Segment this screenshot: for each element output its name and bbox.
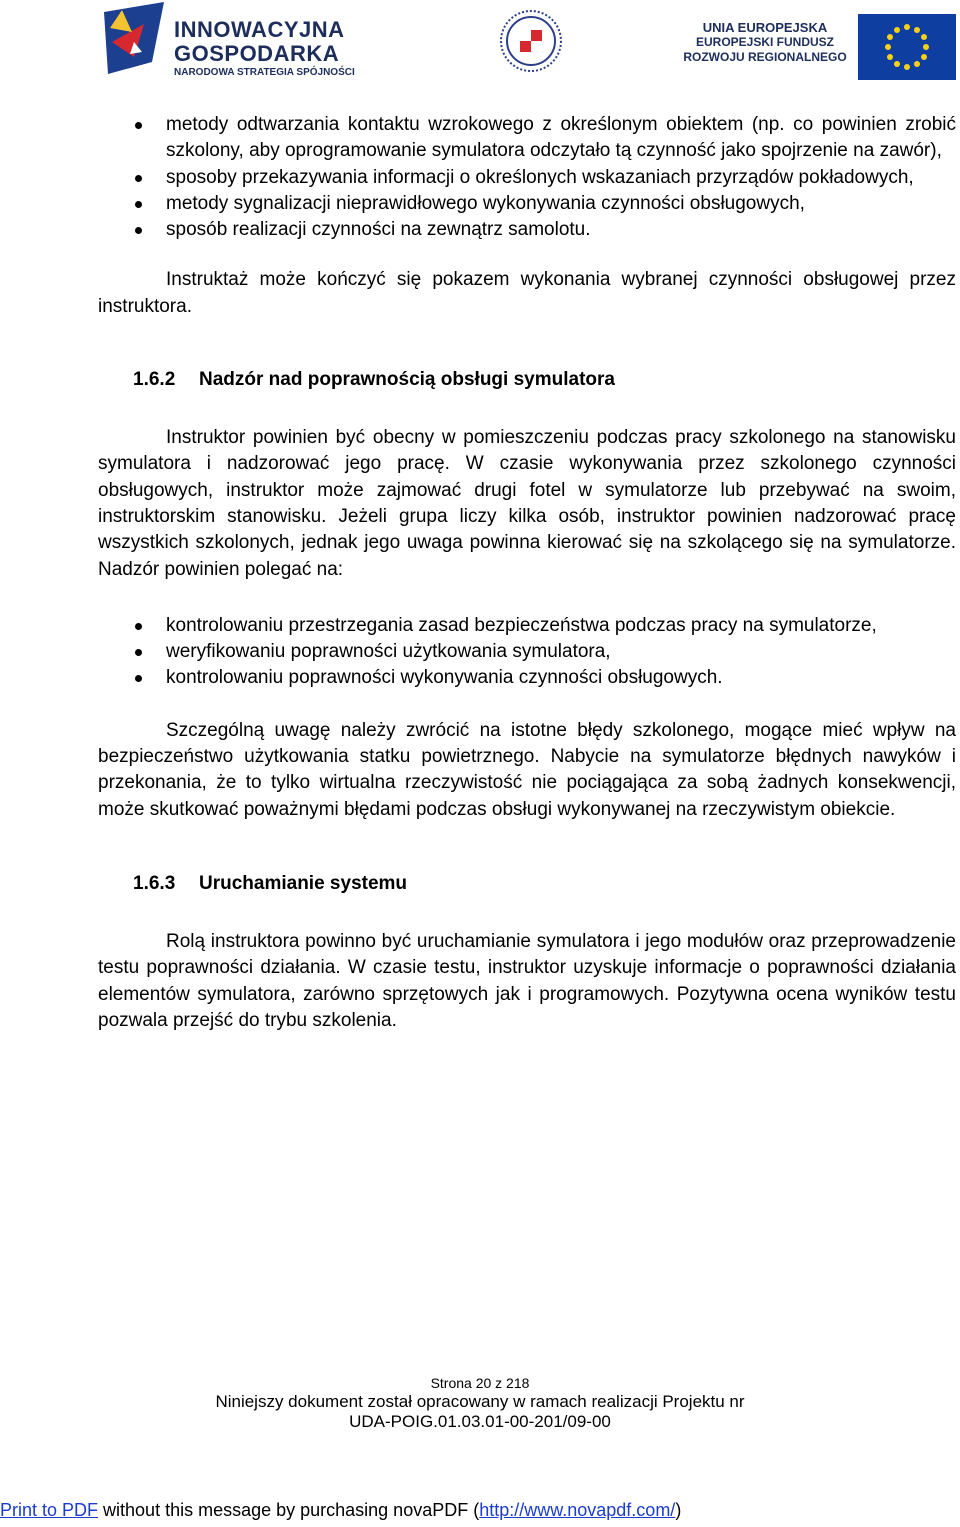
paragraph: Instruktaż może kończyć się pokazem wykonania wybranej czynności obsługowej przez instruktora. (98, 269, 956, 317)
innowacyjna-gospodarka-logo (104, 2, 364, 84)
section-number: 1.6.3 (133, 872, 176, 894)
footer-line1: Niniejszy dokument został opracowany w ramach realizacji Projektu nr (215, 1392, 745, 1411)
print-to-pdf-link[interactable]: Print to PDF (0, 1500, 99, 1520)
section-title: Nadzór nad poprawnością obsługi symulatora (199, 369, 615, 391)
bullet-list-1 (98, 112, 956, 243)
list-item: sposoby przekazywania informacji o określonych wskazaniach przyrządów pokładowych, (98, 165, 956, 191)
list-item: kontrolowaniu poprawności wykonywania czynności obsługowych. (98, 665, 956, 691)
list-item: metody odtwarzania kontaktu wzrokowego z określonym obiektem (np. co powinien zrobić szkolony, aby oprogramowanie symulatora odczytało tą czynność jako spojrzenie na zawór), (98, 112, 956, 165)
eu-line2: EUROPEJSKI FUNDUSZ (695, 35, 835, 49)
list-item: metody sygnalizacji nieprawidłowego wykonywania czynności obsługowych, (98, 191, 956, 217)
document-body (98, 112, 956, 1034)
page-footer (0, 1374, 960, 1432)
eu-line1: UNIA EUROPEJSKA (702, 20, 828, 35)
section-number: 1.6.2 (133, 369, 176, 391)
institution-seal-icon (500, 10, 562, 72)
eu-logo (680, 14, 956, 80)
footer-line2: UDA-POIG.01.03.01-00-201/09-00 (349, 1412, 611, 1431)
page-header (0, 0, 960, 90)
section-heading (98, 367, 956, 393)
page-number: Strona 20 z 218 (430, 1375, 530, 1391)
list-item: sposób realizacji czynności na zewnątrz samolotu. (98, 217, 956, 243)
paragraph: Szczególną uwagę należy zwrócić na istotne błędy szkolonego, mogące mieć wpływ na bezpieczeństwo użytkowania statku powietrznego. Nabycie na symulatorze błędnych nawyków i przekonania, że to tylko wirtualna rzeczywistość nie pociągająca za sobą żadnych konsekwencji, może skutkować poważnymi błędami podczas obsługi wykonywanej na rzeczywistym obiekcie. (98, 719, 956, 820)
ig-flag-icon (104, 2, 170, 84)
eu-line3: ROZWOJU REGIONALNEGO (683, 50, 847, 64)
list-item: kontrolowaniu przestrzegania zasad bezpieczeństwa podczas pracy na symulatorze, (98, 613, 956, 639)
pdf-watermark-bar (0, 1500, 681, 1521)
ig-title: INNOWACYJNA GOSPODARKA (174, 17, 345, 66)
section-heading (98, 871, 956, 897)
bullet-list-2 (98, 613, 956, 692)
paragraph: Rolą instruktora powinno być uruchamianie symulatora i jego modułów oraz przeprowadzenie testu poprawności działania. W czasie testu, instruktor uzyskuje informacje o poprawności działania elementów symulatora, zarówno sprzętowych jak i programowych. Pozytywna ocena wyników testu pozwala przejść do trybu szkolenia. (98, 930, 956, 1031)
eu-flag-icon (858, 14, 956, 80)
pdf-message-end: ) (675, 1500, 682, 1520)
section-title: Uruchamianie systemu (199, 872, 408, 894)
novapdf-link[interactable]: http://www.novapdf.com/ (479, 1500, 676, 1520)
ig-subtitle: NARODOWA STRATEGIA SPÓJNOŚCI (174, 67, 355, 78)
pdf-message-text: without this message by purchasing novaPDF ( (98, 1500, 480, 1520)
list-item: weryfikowaniu poprawności użytkowania symulatora, (98, 639, 956, 665)
paragraph: Instruktor powinien być obecny w pomieszczeniu podczas pracy szkolonego na stanowisku symulatora i nadzorować jego pracę. W czasie wykonywania przez szkolonego czynności obsługowych, instruktor może zajmować drugi fotel w symulatorze lub przebywać na swoim, instruktorskim stanowisku. Jeżeli grupa liczy kilka osób, instruktor powinien nadzorować pracę wszystkich szkolonych, jednak jego uwaga powinna kierować się na szkolącego się na symulatorze. Nadzór powinien polegać na: (98, 427, 956, 580)
